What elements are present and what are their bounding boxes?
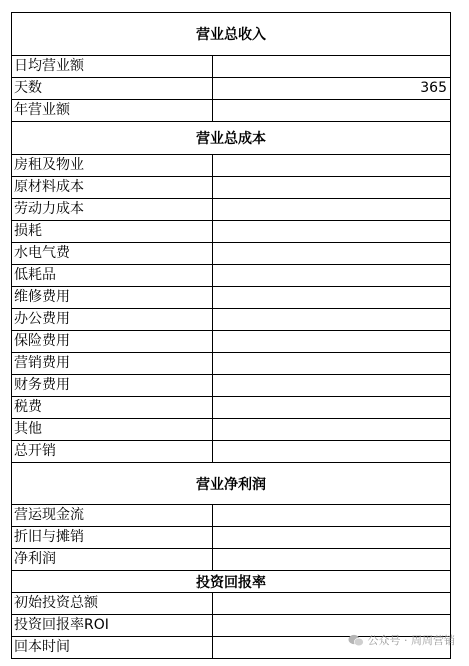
row-value[interactable]: [213, 177, 450, 198]
table-row: [12, 548, 450, 570]
table-row: [12, 504, 450, 526]
section-header-cost: 营业总成本: [12, 121, 450, 154]
row-value[interactable]: [213, 505, 450, 526]
table-row: [12, 330, 450, 352]
row-value[interactable]: [213, 353, 450, 374]
row-label: 财务费用: [12, 375, 213, 396]
finance-table: [11, 12, 451, 659]
table-row: [12, 99, 450, 121]
table-row: [12, 440, 450, 462]
row-label: 年营业额: [12, 100, 213, 121]
table-row: [12, 198, 450, 220]
row-label: 净利润: [12, 549, 213, 570]
table-row: [12, 77, 450, 99]
row-label: 日均营业额: [12, 56, 213, 77]
row-value[interactable]: [213, 155, 450, 176]
row-label: 回本时间: [12, 637, 213, 658]
row-label: 营运现金流: [12, 505, 213, 526]
row-value[interactable]: [213, 56, 450, 77]
row-label: 投资回报率ROI: [12, 615, 213, 636]
row-label: 水电气费: [12, 243, 213, 264]
section-header-net-profit: 营业净利润: [12, 462, 450, 504]
row-value[interactable]: [213, 419, 450, 440]
row-value[interactable]: [213, 100, 450, 121]
table-row: [12, 396, 450, 418]
row-label: 损耗: [12, 221, 213, 242]
wechat-icon: [348, 634, 364, 647]
row-value[interactable]: [213, 199, 450, 220]
row-label: 原材料成本: [12, 177, 213, 198]
section-header-revenue: 营业总收入: [196, 27, 266, 43]
row-value[interactable]: [213, 527, 450, 548]
row-label: 天数: [12, 78, 213, 99]
row-label: 营销费用: [12, 353, 213, 374]
table-row: [12, 308, 450, 330]
row-label: 初始投资总额: [12, 593, 213, 614]
table-row: [12, 526, 450, 548]
row-label: 低耗品: [12, 265, 213, 286]
row-label: 维修费用: [12, 287, 213, 308]
row-value[interactable]: 365: [420, 80, 447, 96]
row-label: 税费: [12, 397, 213, 418]
table-row: [12, 55, 450, 77]
table-row: [12, 374, 450, 396]
row-label: 保险费用: [12, 331, 213, 352]
table-row: [12, 176, 450, 198]
row-label: 劳动力成本: [12, 199, 213, 220]
table-row: [12, 242, 450, 264]
row-value[interactable]: [213, 243, 450, 264]
row-label: 折旧与摊销: [12, 527, 213, 548]
table-row: [12, 264, 450, 286]
row-value[interactable]: [213, 549, 450, 570]
row-value[interactable]: [213, 309, 450, 330]
table-row: [12, 592, 450, 614]
table-row: [12, 154, 450, 176]
row-value[interactable]: [213, 287, 450, 308]
row-value[interactable]: [213, 265, 450, 286]
row-value[interactable]: [213, 397, 450, 418]
table-row: [12, 418, 450, 440]
row-label: 其他: [12, 419, 213, 440]
row-label: 办公费用: [12, 309, 213, 330]
row-value[interactable]: [213, 441, 450, 462]
table-row: [12, 220, 450, 242]
row-value[interactable]: [213, 331, 450, 352]
row-label: 总开销: [12, 441, 213, 462]
row-value[interactable]: [213, 375, 450, 396]
table-row: [12, 286, 450, 308]
row-label: 房租及物业: [12, 155, 213, 176]
watermark-text: 公众号 · 周周营销: [367, 634, 455, 647]
row-value[interactable]: [213, 221, 450, 242]
table-row: [12, 352, 450, 374]
section-header-roi: 投资回报率: [12, 570, 450, 592]
row-value[interactable]: [213, 593, 450, 614]
watermark: [348, 632, 456, 648]
